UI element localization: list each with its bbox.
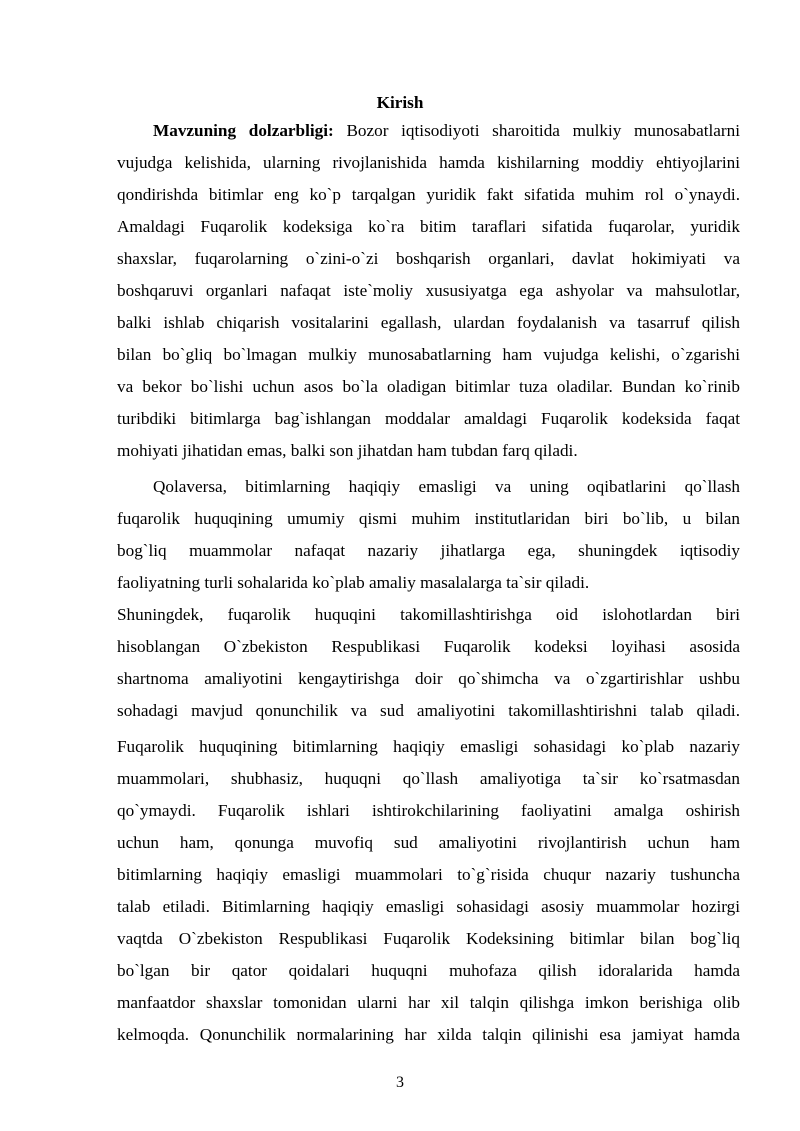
text-line: fuqarolik huquqining umumiy qismi muhim institutlaridan biri bo`lib, u bilan — [117, 509, 740, 528]
text-line: sohadagi mavjud qonunchilik va sud amaliyotini takomillashtirishni talab qiladi. — [117, 701, 740, 720]
text-line: bilan bo`gliq bo`lmagan mulkiy munosabatlarning ham vujudga kelishi, o`zgarishi — [117, 345, 740, 364]
text-line: turibdiki bitimlarga bag`ishlangan moddalar amaldagi Fuqarolik kodeksida faqat — [117, 409, 740, 428]
text-line-content: Bozor iqtisodiyoti sharoitida mulkiy munosabatlarni — [333, 121, 740, 140]
text-line: uchun ham, qonunga muvofiq sud amaliyotini rivojlantirish uchun ham — [117, 833, 740, 852]
page-number: 3 — [396, 1074, 404, 1091]
text-line: bitimlarning haqiqiy emasligi muammolari to`g`risida chuqur nazariy tushuncha — [117, 865, 740, 884]
text-line: vujudga kelishida, ularning rivojlanishida hamda kishilarning moddiy ehtiyojlarini — [117, 153, 740, 172]
lead-label: Mavzuning dolzarbligi: — [153, 121, 334, 140]
text-line: kelmoqda. Qonunchilik normalarining har xilda talqin qilinishi esa jamiyat hamda — [117, 1025, 740, 1044]
text-line: bo`lgan bir qator qoidalari huquqni muhofaza qilish idoralarida hamda — [117, 961, 740, 980]
text-line: shaxslar, fuqarolarning o`zini-o`zi boshqarish organlari, davlat hokimiyati va — [117, 249, 740, 268]
text-line: talab etiladi. Bitimlarning haqiqiy emasligi sohasidagi asosiy muammolar hozirgi — [117, 897, 740, 916]
text-line: balki ishlab chiqarish vositalarini egallash, ulardan foydalanish va tasarruf qilish — [117, 313, 740, 332]
text-line: qondirishda bitimlar eng ko`p tarqalgan yuridik fakt sifatida muhim rol o`ynaydi. — [117, 185, 740, 204]
text-line: Amaldagi Fuqarolik kodeksiga ko`ra bitim taraflari sifatida fuqarolar, yuridik — [117, 217, 740, 236]
text-line: shartnoma amaliyotini kengaytirishga doir qo`shimcha va o`zgartirishlar ushbu — [117, 669, 740, 688]
text-line: va bekor bo`lishi uchun asos bo`la oladigan bitimlar tuza oladilar. Bundan ko`rinib — [117, 377, 740, 396]
text-line: bog`liq muammolar nafaqat nazariy jihatlarga ega, shuningdek iqtisodiy — [117, 541, 740, 560]
text-line: manfaatdor shaxslar tomonidan ularni har xil talqin qilishga imkon berishiga olib — [117, 993, 740, 1012]
text-line: vaqtda O`zbekiston Respublikasi Fuqarolik Kodeksining bitimlar bilan bog`liq — [117, 929, 740, 948]
text-line: Shuningdek, fuqarolik huquqini takomillashtirishga oid islohotlardan biri — [117, 605, 740, 624]
text-line: Fuqarolik huquqining bitimlarning haqiqiy emasligi sohasidagi ko`plab nazariy — [117, 737, 740, 756]
text-line: qo`ymaydi. Fuqarolik ishlari ishtirokchilarining faoliyatini amalga oshirish — [117, 801, 740, 820]
text-line: faoliyatning turli sohalarida ko`plab amaliy masalalarga ta`sir qiladi. — [117, 573, 590, 592]
text-line: hisoblangan O`zbekiston Respublikasi Fuqarolik kodeksi loyihasi asosida — [117, 637, 740, 656]
page-title: Kirish — [376, 93, 424, 112]
text-line: mohiyati jihatidan emas, balki son jihatdan ham tubdan farq qiladi. — [117, 441, 578, 460]
text-line: boshqaruvi organlari nafaqat iste`moliy xususiyatga ega ashyolar va mahsulotlar, — [117, 281, 740, 300]
text-line: muammolari, shubhasiz, huquqni qo`llash amaliyotiga ta`sir ko`rsatmasdan — [117, 769, 740, 788]
text-line: Qolaversa, bitimlarning haqiqiy emasligi va uning oqibatlarini qo`llash — [153, 477, 740, 496]
text-line — [153, 120, 740, 142]
